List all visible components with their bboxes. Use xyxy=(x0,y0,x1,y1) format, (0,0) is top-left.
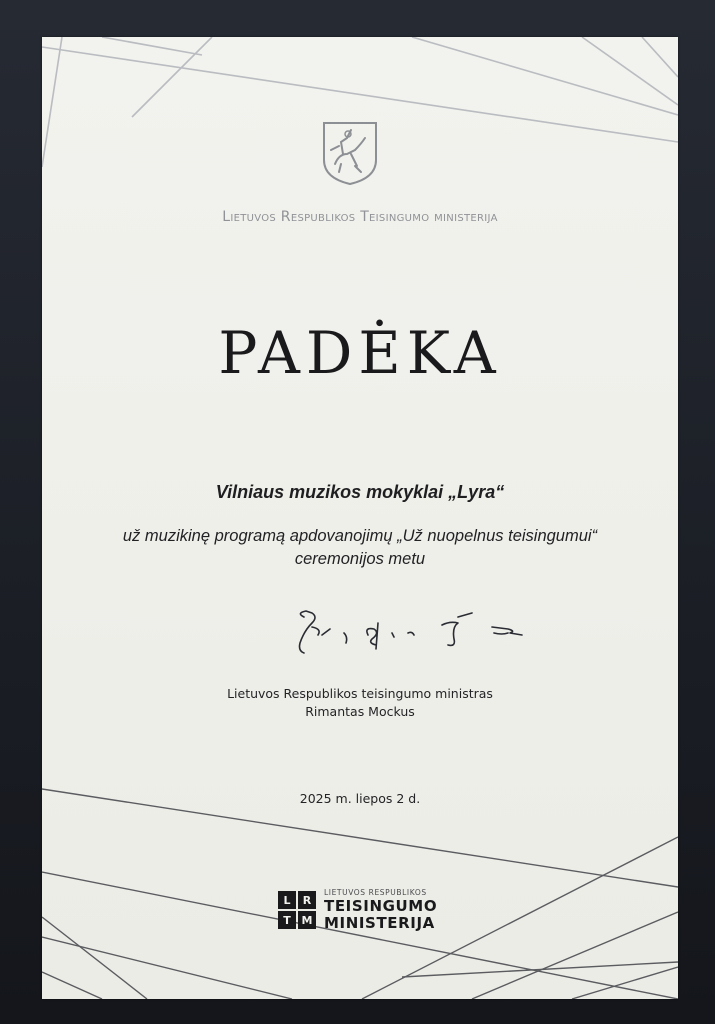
reason-text xyxy=(72,525,648,571)
logo-wordmark xyxy=(324,888,437,932)
certificate-title: PADĖKA xyxy=(218,319,502,387)
logo-letter: T xyxy=(278,911,296,929)
logo-line-1: TEISINGUMO xyxy=(324,897,438,915)
ministry-logo xyxy=(278,888,437,932)
certificate-paper xyxy=(42,37,678,999)
logo-small-text: LIETUVOS RESPUBLIKOS xyxy=(324,888,427,897)
signer-name: Rimantas Mockus xyxy=(305,704,415,719)
logo-letter: L xyxy=(278,891,296,909)
logo-line-2: MINISTERIJA xyxy=(324,914,435,932)
logo-letter: R xyxy=(298,891,316,909)
recipient-name: Vilniaus muzikos mokyklai „Lyra“ xyxy=(215,482,505,502)
lrtm-logo-icon xyxy=(278,891,316,929)
logo-letter: M xyxy=(298,911,316,929)
signer-block xyxy=(42,685,678,721)
reason-line-1: už muzikinę programą apdovanojimų „Už nuopelnus teisingumui“ xyxy=(122,527,598,545)
vytis-coat-of-arms-icon xyxy=(321,120,379,186)
signer-title: Lietuvos Respublikos teisingumo ministras xyxy=(227,686,493,701)
reason-line-2: ceremonijos metu xyxy=(294,550,426,568)
issue-date: 2025 m. liepos 2 d. xyxy=(299,791,421,806)
ministry-header: Lietuvos Respublikos Teisingumo ministerija xyxy=(222,209,498,225)
handwritten-signature xyxy=(282,605,562,675)
